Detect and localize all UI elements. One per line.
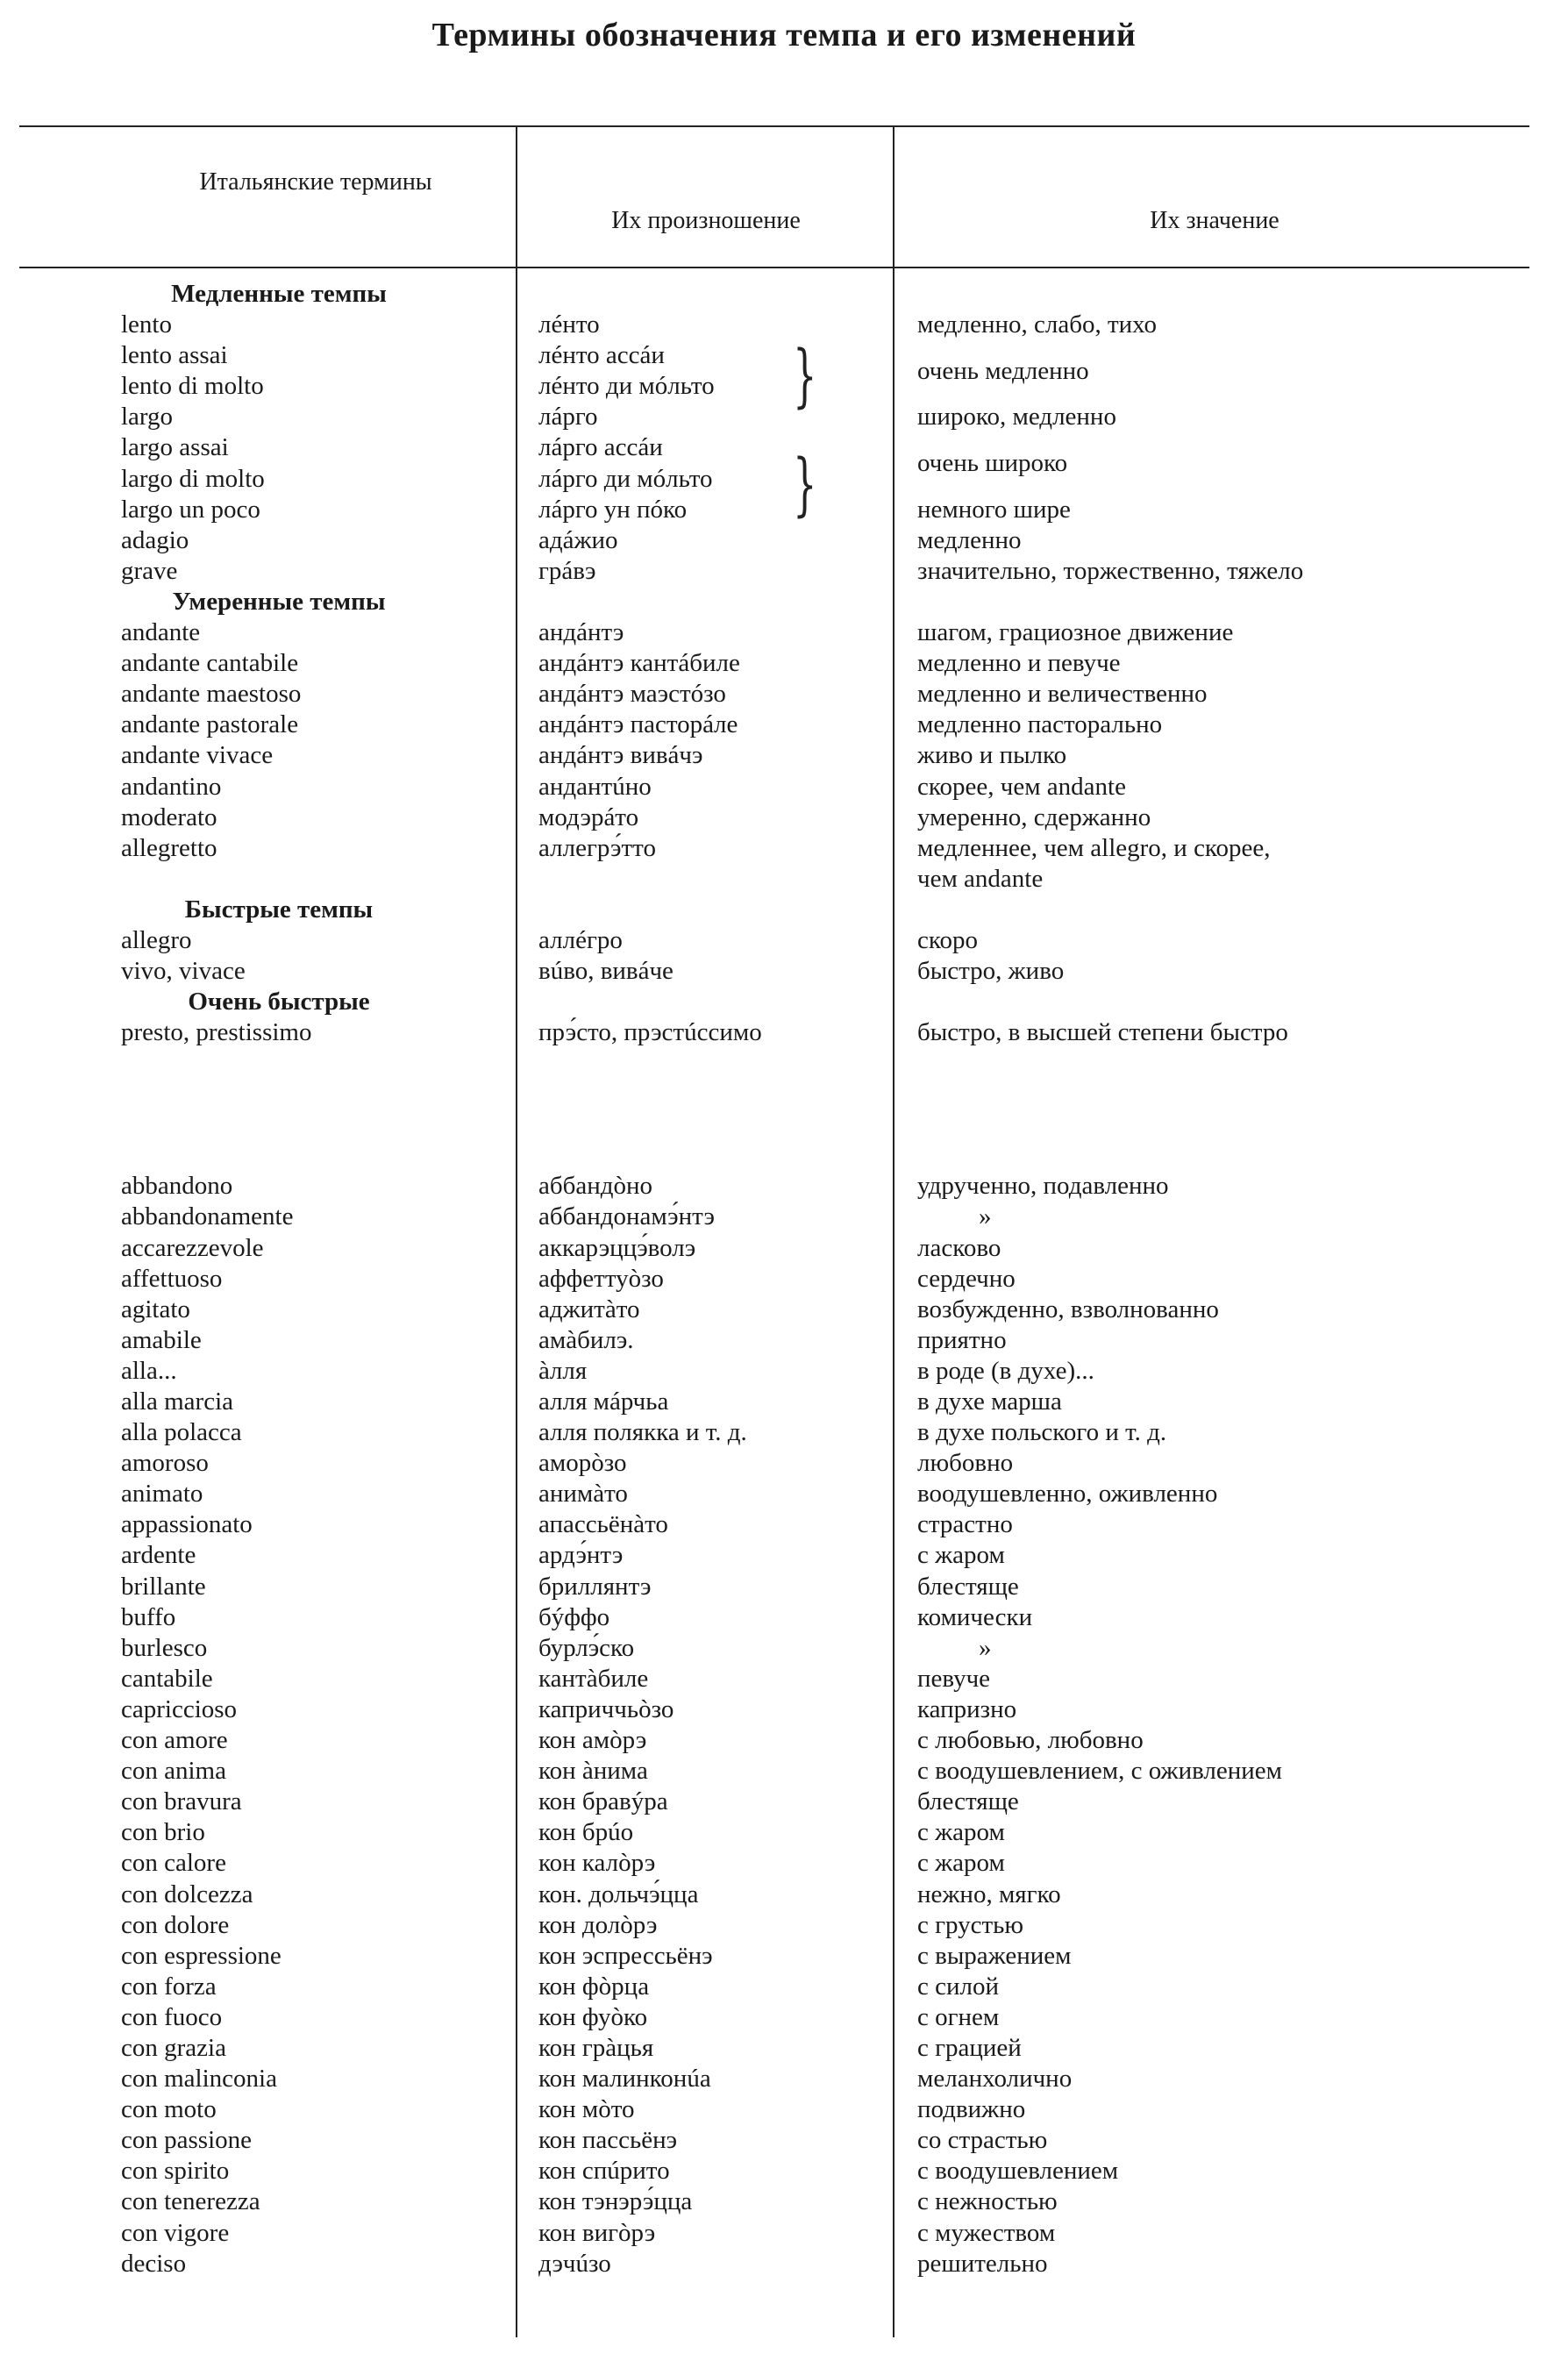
meaning: шагом, грациозное движение: [917, 618, 1234, 647]
spacer: [538, 1048, 889, 1171]
header-bottom-rule: [19, 267, 1529, 268]
meaning: возбужденно, взволнованно: [917, 1295, 1219, 1323]
pronunciation: кон малинконúа: [538, 2065, 711, 2094]
pronunciation: модэрáто: [538, 802, 639, 831]
pronunciation: лéнто: [538, 310, 600, 339]
pronunciation: кон фуòко: [538, 2002, 648, 2031]
pronunciation: лáрго ассáи: [538, 433, 663, 462]
pronunciation: кон эспрессьёнэ: [538, 1941, 713, 1970]
term: abbandonamente: [121, 1202, 294, 1231]
term: lento: [121, 310, 172, 339]
pronunciation: андáнтэ: [538, 618, 624, 647]
pronunciation: апассьёнàто: [538, 1510, 668, 1539]
pronunciation: аллéгро: [538, 925, 623, 954]
spacer: [121, 1048, 507, 1171]
term: largo di molto: [121, 464, 265, 493]
pronunciation: лáрго ун пóко: [538, 495, 688, 524]
term: vivo, vivace: [121, 957, 246, 986]
pronunciation: кон спúрито: [538, 2157, 670, 2186]
spacer: [538, 279, 889, 310]
term: con moto: [121, 2095, 217, 2124]
term: con espressione: [121, 1941, 282, 1970]
pronunciation: кон долòрэ: [538, 1910, 658, 1939]
pronunciation: алля мáрчьа: [538, 1387, 669, 1416]
pronunciation: лáрго ди мóльто: [538, 464, 713, 493]
pronunciation: аббандòно: [538, 1172, 653, 1201]
pronunciation: лáрго: [538, 403, 598, 432]
meaning: с грацией: [917, 2033, 1022, 2062]
term: brillante: [121, 1572, 206, 1601]
meaning: скорее, чем andante: [917, 772, 1126, 801]
section-heading: Медленные темпы: [171, 280, 387, 308]
meaning: с мужеством: [917, 2218, 1056, 2247]
meaning: страстно: [917, 1510, 1013, 1539]
pronunciation: каприччьòзо: [538, 1694, 674, 1723]
pronunciation: лéнто ассáи: [538, 341, 665, 370]
meaning: [917, 432, 1522, 494]
header-pronunciation: Их произношение: [611, 207, 801, 234]
term: con tenerezza: [121, 2187, 260, 2216]
term: con anima: [121, 1757, 226, 1786]
meaning: с любовью, любовно: [917, 1726, 1144, 1755]
pronunciation: андáнтэ вивáчэ: [538, 741, 703, 770]
term: andante vivace: [121, 741, 274, 770]
meaning: нежно, мягко: [917, 1880, 1061, 1908]
term: con passione: [121, 2126, 252, 2155]
term: con vigore: [121, 2218, 230, 2247]
meaning: [917, 340, 1522, 402]
meaning: подвижно: [917, 2095, 1026, 2124]
meaning: певуче: [917, 1664, 991, 1693]
pronunciation: аффеттуòзо: [538, 1264, 664, 1293]
brace-largo: }: [793, 446, 817, 524]
table-top-rule: [19, 125, 1529, 127]
pronunciation: дэчúзо: [538, 2249, 611, 2278]
meaning: медленно пасторально: [917, 710, 1163, 739]
term: largo un poco: [121, 495, 260, 524]
term: burlesco: [121, 1633, 208, 1662]
meaning: решительно: [917, 2249, 1048, 2278]
spacer: [917, 587, 1522, 617]
meaning: быстро, в высшей степени быстро: [917, 1018, 1288, 1047]
meaning: быстро, живо: [917, 957, 1065, 986]
meaning: в роде (в духе)...: [917, 1356, 1094, 1385]
brace-lento: }: [793, 337, 817, 416]
pronunciation: лéнто ди мóльто: [538, 372, 715, 401]
meaning: капризно: [917, 1694, 1017, 1723]
section-heading: Очень быстрые: [188, 988, 370, 1016]
pronunciation: кон калòрэ: [538, 1849, 656, 1878]
term: con malinconia: [121, 2065, 277, 2094]
pronunciation: кон амòрэ: [538, 1726, 647, 1755]
meaning: воодушевленно, оживленно: [917, 1480, 1218, 1509]
meaning: в духе марша: [917, 1387, 1062, 1416]
pronunciation: аллегрэ́тто: [538, 833, 656, 862]
pronunciation-column: [538, 279, 889, 2279]
header-terms: Итальянские термины: [199, 168, 432, 196]
meaning: приятно: [917, 1325, 1007, 1354]
term: andante pastorale: [121, 710, 299, 739]
term: alla...: [121, 1356, 177, 1385]
term: alla marcia: [121, 1387, 233, 1416]
pronunciation: андáнтэ пасторáле: [538, 710, 738, 739]
term: alla polacca: [121, 1418, 242, 1447]
meaning: с грустью: [917, 1910, 1024, 1939]
meaning: в духе польского и т. д.: [917, 1418, 1167, 1447]
meaning: с жаром: [917, 1818, 1005, 1847]
term: amabile: [121, 1325, 202, 1354]
pronunciation: кон àнима: [538, 1757, 648, 1786]
term: con grazia: [121, 2033, 226, 2062]
pronunciation: кон грàцья: [538, 2033, 654, 2062]
term: con fuoco: [121, 2002, 223, 2031]
column-divider-2: [893, 125, 894, 2337]
term: deciso: [121, 2249, 187, 2278]
spacer: [917, 279, 1522, 310]
meaning: немного шире: [917, 495, 1071, 524]
spacer: [917, 895, 1522, 925]
pronunciation: амàбилэ.: [538, 1325, 634, 1354]
term: con calore: [121, 1849, 226, 1878]
meaning: меланхолично: [917, 2065, 1073, 2094]
meaning: с жаром: [917, 1849, 1005, 1878]
meaning: »: [979, 1633, 992, 1662]
term: largo: [121, 403, 174, 432]
pronunciation: кон пассьёнэ: [538, 2126, 678, 2155]
term: ardente: [121, 1541, 196, 1570]
meaning: медленно: [917, 525, 1022, 554]
spacer: [917, 987, 1522, 1017]
term: allegretto: [121, 833, 217, 862]
pronunciation: анимàто: [538, 1480, 628, 1509]
meaning: с жаром: [917, 1541, 1005, 1570]
meaning: медленно, слабо, тихо: [917, 310, 1158, 339]
term: andante cantabile: [121, 649, 299, 678]
term: con dolcezza: [121, 1880, 253, 1908]
pronunciation: кон вигòрэ: [538, 2218, 656, 2247]
pronunciation: [538, 864, 889, 895]
meaning-merged-lento: очень медленно: [917, 356, 1089, 385]
term: con bravura: [121, 1787, 242, 1816]
term: presto, prestissimo: [121, 1018, 312, 1047]
pronunciation: бриллянтэ: [538, 1572, 652, 1601]
term: lento di molto: [121, 372, 264, 401]
meaning: медленно и певуче: [917, 649, 1121, 678]
spacer: [538, 895, 889, 925]
meaning: значительно, торжественно, тяжело: [917, 556, 1304, 585]
term: cantabile: [121, 1664, 213, 1693]
meaning: медленно и величественно: [917, 680, 1208, 709]
pronunciation: алля полякка и т. д.: [538, 1418, 747, 1447]
pronunciation: кон брúо: [538, 1818, 634, 1847]
meaning: удрученно, подавленно: [917, 1172, 1169, 1201]
pronunciation: грáвэ: [538, 556, 596, 585]
meaning: чем andante: [917, 864, 1044, 893]
section-heading: Быстрые темпы: [184, 895, 374, 924]
meaning: с нежностью: [917, 2187, 1058, 2216]
page-title: Термины обозначения темпа и его изменений: [431, 17, 1137, 54]
meaning: ласково: [917, 1233, 1001, 1262]
term: moderato: [121, 802, 217, 831]
pronunciation: аджитàто: [538, 1295, 640, 1323]
term: con amore: [121, 1726, 228, 1755]
meaning: любовно: [917, 1449, 1014, 1478]
meaning: »: [979, 1202, 992, 1231]
pronunciation: аббандонамэ́нтэ: [538, 1202, 715, 1231]
pronunciation: кантàбиле: [538, 1664, 649, 1693]
meaning: блестяще: [917, 1787, 1019, 1816]
pronunciation: прэ́сто, прэстúссимо: [538, 1018, 762, 1047]
meaning: сердечно: [917, 1264, 1016, 1293]
pronunciation: адáжио: [538, 525, 618, 554]
meaning: со страстью: [917, 2126, 1048, 2155]
meaning: медленнее, чем allegro, и скорее,: [917, 833, 1271, 862]
pronunciation: аккарэццэ́волэ: [538, 1233, 696, 1262]
meaning-merged-largo: очень широко: [917, 449, 1068, 478]
pronunciation: аморòзо: [538, 1449, 627, 1478]
meaning-column: [917, 279, 1522, 2279]
pronunciation: кон фòрца: [538, 1972, 650, 2001]
term: allegro: [121, 925, 192, 954]
term: amoroso: [121, 1449, 209, 1478]
meaning: с силой: [917, 1972, 1000, 2001]
term: animato: [121, 1480, 203, 1509]
term: largo assai: [121, 433, 229, 462]
term: appassionato: [121, 1510, 253, 1539]
spacer: [917, 1048, 1522, 1171]
terms-column: [121, 279, 507, 2279]
meaning: блестяще: [917, 1572, 1019, 1601]
pronunciation: кон тэнэрэ́цца: [538, 2187, 693, 2216]
pronunciation: бýффо: [538, 1602, 610, 1631]
meaning: живо и пылко: [917, 741, 1067, 770]
term: con spirito: [121, 2157, 230, 2186]
pronunciation: бурлэ́ско: [538, 1633, 635, 1662]
pronunciation: андáнтэ маэстóзо: [538, 680, 726, 709]
term: lento assai: [121, 341, 228, 370]
term: [121, 864, 507, 895]
term: con brio: [121, 1818, 205, 1847]
pronunciation: àлля: [538, 1356, 588, 1385]
meaning: с огнем: [917, 2002, 1000, 2031]
meaning: широко, медленно: [917, 403, 1116, 432]
meaning: умеренно, сдержанно: [917, 802, 1151, 831]
term: capriccioso: [121, 1694, 238, 1723]
term: abbandono: [121, 1172, 233, 1201]
pronunciation: андáнтэ кантáбиле: [538, 649, 740, 678]
pronunciation: андантúно: [538, 772, 652, 801]
pronunciation: кон бравýра: [538, 1787, 668, 1816]
spacer: [538, 587, 889, 617]
term: andante: [121, 618, 201, 647]
term: agitato: [121, 1295, 190, 1323]
term: con forza: [121, 1972, 217, 2001]
meaning: с воодушевлением: [917, 2157, 1119, 2186]
term: affettuoso: [121, 1264, 223, 1293]
pronunciation: вúво, вивáче: [538, 957, 674, 986]
term: grave: [121, 556, 178, 585]
header-meaning: Их значение: [1150, 207, 1279, 234]
meaning: с выражением: [917, 1941, 1072, 1970]
column-divider-1: [516, 125, 517, 2337]
section-heading: Умеренные темпы: [172, 587, 386, 616]
term: andante maestoso: [121, 680, 302, 709]
pronunciation: кон мòто: [538, 2095, 635, 2124]
term: accarezzevole: [121, 1233, 264, 1262]
term: andantino: [121, 772, 222, 801]
meaning: комически: [917, 1602, 1033, 1631]
spacer: [538, 987, 889, 1017]
meaning: скоро: [917, 925, 978, 954]
term: con dolore: [121, 1910, 230, 1939]
pronunciation: ардэ́нтэ: [538, 1541, 624, 1570]
meaning: с воодушевлением, с оживлением: [917, 1757, 1283, 1786]
term: adagio: [121, 525, 189, 554]
term: buffo: [121, 1602, 176, 1631]
pronunciation: кон. дольчэ́цца: [538, 1880, 699, 1908]
